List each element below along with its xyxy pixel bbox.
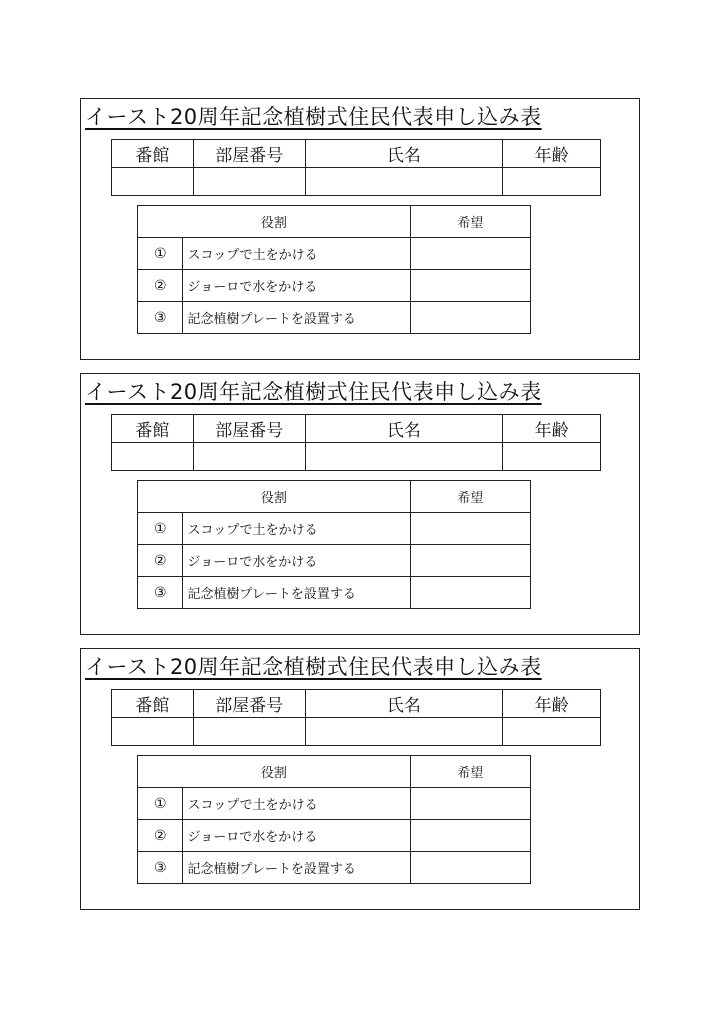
role-row <box>138 788 531 820</box>
name-field[interactable] <box>305 718 503 746</box>
role-label: 記念植樹プレートを設置する <box>183 577 410 609</box>
role-row <box>138 545 531 577</box>
header-room-number: 部屋番号 <box>193 415 305 443</box>
resident-info-table <box>111 414 601 471</box>
role-label: ジョーロで水をかける <box>183 270 410 302</box>
role-number: ① <box>138 513 183 545</box>
form-title: イースト20周年記念植樹式住民代表申し込み表 <box>85 105 542 129</box>
wish-field[interactable] <box>410 577 530 609</box>
role-number: ③ <box>138 577 183 609</box>
header-building: 番館 <box>112 690 194 718</box>
role-number: ③ <box>138 302 183 334</box>
role-number: ③ <box>138 852 183 884</box>
building-field[interactable] <box>112 443 194 471</box>
application-form-2 <box>80 373 640 635</box>
role-row <box>138 577 531 609</box>
wish-field[interactable] <box>410 270 530 302</box>
role-table <box>137 755 531 884</box>
form-title: イースト20周年記念植樹式住民代表申し込み表 <box>85 380 542 404</box>
role-label: 記念植樹プレートを設置する <box>183 302 410 334</box>
header-name: 氏名 <box>305 415 503 443</box>
header-age: 年齢 <box>503 415 601 443</box>
role-row <box>138 270 531 302</box>
role-label: スコップで土をかける <box>183 513 410 545</box>
age-field[interactable] <box>503 168 601 196</box>
role-row <box>138 513 531 545</box>
header-role: 役割 <box>138 756 411 788</box>
room-number-field[interactable] <box>193 718 305 746</box>
room-number-field[interactable] <box>193 168 305 196</box>
wish-field[interactable] <box>410 513 530 545</box>
role-label: ジョーロで水をかける <box>183 820 410 852</box>
role-row <box>138 238 531 270</box>
role-row <box>138 302 531 334</box>
role-label: スコップで土をかける <box>183 238 410 270</box>
role-number: ① <box>138 238 183 270</box>
role-row <box>138 852 531 884</box>
role-row <box>138 820 531 852</box>
header-room-number: 部屋番号 <box>193 140 305 168</box>
role-number: ① <box>138 788 183 820</box>
header-name: 氏名 <box>305 140 503 168</box>
application-form-3 <box>80 648 640 910</box>
role-number: ② <box>138 545 183 577</box>
wish-field[interactable] <box>410 238 530 270</box>
role-number: ② <box>138 270 183 302</box>
header-building: 番館 <box>112 140 194 168</box>
role-number: ② <box>138 820 183 852</box>
header-age: 年齢 <box>503 140 601 168</box>
role-table <box>137 480 531 609</box>
building-field[interactable] <box>112 168 194 196</box>
room-number-field[interactable] <box>193 443 305 471</box>
resident-info-table <box>111 689 601 746</box>
wish-field[interactable] <box>410 545 530 577</box>
role-label: 記念植樹プレートを設置する <box>183 852 410 884</box>
name-field[interactable] <box>305 443 503 471</box>
building-field[interactable] <box>112 718 194 746</box>
wish-field[interactable] <box>410 302 530 334</box>
application-form-1 <box>80 98 640 360</box>
header-building: 番館 <box>112 415 194 443</box>
age-field[interactable] <box>503 718 601 746</box>
header-room-number: 部屋番号 <box>193 690 305 718</box>
header-name: 氏名 <box>305 690 503 718</box>
role-label: ジョーロで水をかける <box>183 545 410 577</box>
name-field[interactable] <box>305 168 503 196</box>
wish-field[interactable] <box>410 820 530 852</box>
wish-field[interactable] <box>410 788 530 820</box>
header-wish: 希望 <box>410 756 530 788</box>
header-role: 役割 <box>138 206 411 238</box>
role-table <box>137 205 531 334</box>
age-field[interactable] <box>503 443 601 471</box>
wish-field[interactable] <box>410 852 530 884</box>
header-wish: 希望 <box>410 481 530 513</box>
header-age: 年齢 <box>503 690 601 718</box>
role-label: スコップで土をかける <box>183 788 410 820</box>
header-wish: 希望 <box>410 206 530 238</box>
header-role: 役割 <box>138 481 411 513</box>
resident-info-table <box>111 139 601 196</box>
form-title: イースト20周年記念植樹式住民代表申し込み表 <box>85 655 542 679</box>
